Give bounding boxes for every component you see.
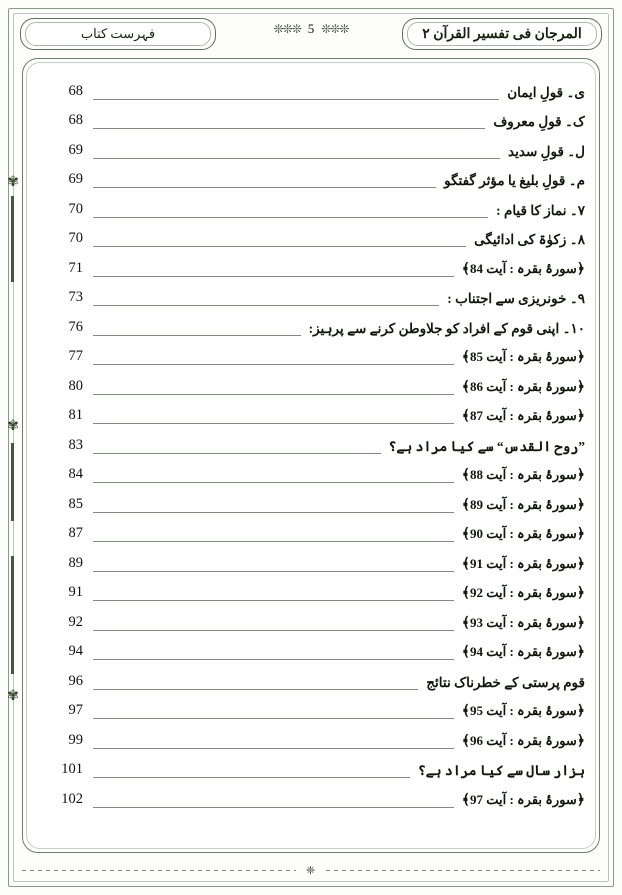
toc-leader-line — [93, 583, 454, 601]
toc-entry-title: ک۔ قولِ معروف — [493, 114, 585, 129]
brace-close-icon: ﴾ — [461, 261, 470, 277]
toc-page-number: 87 — [68, 525, 83, 541]
toc-page-number: 73 — [68, 289, 83, 305]
toc-leader-line — [93, 347, 454, 365]
brace-close-icon: ﴾ — [461, 497, 470, 513]
brace-open-icon: ﴿ — [576, 615, 585, 631]
toc-row[interactable] — [37, 427, 585, 457]
toc-page-number: 92 — [68, 613, 83, 630]
toc-page-number: 70 — [68, 200, 83, 217]
toc-leader-line — [93, 200, 488, 218]
toc-row[interactable] — [37, 73, 585, 103]
side-ornament-icon-1: ✾ — [7, 175, 19, 190]
toc-leader-line — [93, 465, 454, 483]
toc-row[interactable] — [37, 722, 585, 752]
toc-row[interactable] — [37, 368, 585, 398]
toc-row[interactable] — [37, 280, 585, 310]
toc-entry-title-text: سورۂ بقرہ : آیت 85 — [469, 349, 577, 364]
toc-entry-title — [462, 467, 585, 486]
side-rule-1 — [11, 196, 14, 282]
toc-entry-title-text: سورۂ بقرہ : آیت 91 — [469, 555, 577, 571]
footer-dotted-rule-right — [326, 870, 600, 871]
brace-close-icon: ﴾ — [461, 468, 470, 483]
toc-row[interactable] — [37, 309, 585, 339]
brace-close-icon: ﴾ — [461, 733, 470, 749]
brace-close-icon: ﴾ — [461, 527, 470, 542]
brace-open-icon: ﴿ — [576, 586, 585, 601]
book-title-box — [402, 18, 602, 50]
toc-row[interactable] — [37, 693, 585, 723]
brace-open-icon: ﴿ — [576, 261, 585, 277]
brace-open-icon: ﴿ — [576, 527, 585, 542]
brace-open-icon: ﴿ — [576, 497, 585, 513]
toc-page-number: 81 — [68, 407, 83, 423]
brace-close-icon: ﴾ — [461, 409, 470, 424]
toc-page-number: 94 — [68, 643, 83, 659]
toc-page-number: 76 — [68, 318, 83, 335]
toc-page-number: 102 — [61, 790, 83, 807]
toc-entry-title-text: سورۂ بقرہ : آیت 97 — [469, 791, 577, 807]
toc-row[interactable] — [37, 339, 585, 369]
flower-ornament-icon-right: ❊❊❊ — [321, 21, 349, 36]
toc-row[interactable] — [37, 486, 585, 516]
brace-open-icon: ﴿ — [576, 704, 585, 719]
toc-entry-title-text: سورۂ بقرہ : آیت 86 — [469, 378, 577, 394]
toc-row[interactable] — [37, 752, 585, 782]
toc-page-number: 99 — [68, 731, 83, 748]
toc-entry-title: ”روح القدس“ سے کیا مراد ہے؟ — [388, 438, 585, 454]
toc-entry-title-text: سورۂ بقرہ : آیت 87 — [469, 408, 577, 423]
toc-entry-title: ۱۰۔ اپنی قوم کے افراد کو جلاوطن کرنے سے پرہیز: — [308, 320, 585, 336]
page-number: 5 — [307, 21, 315, 36]
toc-leader-line — [93, 672, 418, 690]
toc-entry-title: ۸۔ زکوٰۃ کی ادائیگی — [474, 232, 585, 247]
toc-leader-line — [93, 259, 454, 277]
page-number-group — [274, 21, 349, 37]
toc-entry-title: ۷۔ نماز کا قیام : — [496, 202, 585, 218]
toc-entry-title-text: سورۂ بقرہ : آیت 93 — [469, 614, 577, 630]
toc-page-number: 101 — [61, 761, 83, 777]
page-header — [20, 18, 602, 54]
toc-entry-title — [462, 792, 585, 811]
toc-leader-line — [93, 82, 499, 100]
toc-page-number: 89 — [68, 554, 83, 571]
toc-leader-line — [93, 170, 436, 188]
toc-entry-title — [462, 261, 585, 280]
brace-close-icon: ﴾ — [461, 704, 470, 719]
toc-leader-line — [93, 524, 454, 542]
brace-close-icon: ﴾ — [461, 645, 470, 660]
toc-entry-title-text: سورۂ بقرہ : آیت 94 — [469, 644, 577, 659]
toc-entry-title — [462, 615, 585, 634]
toc-leader-line — [93, 318, 301, 336]
toc-entry-title: م۔ قولِ بلیغ یا مؤثر گفتگو — [444, 173, 585, 188]
toc-row[interactable] — [37, 191, 585, 221]
toc-entry-title: ۹۔ خونریزی سے اجتناب : — [447, 291, 585, 306]
toc-leader-line — [93, 701, 454, 719]
toc-row[interactable] — [37, 221, 585, 251]
section-label: فہرست کتاب — [80, 26, 156, 41]
toc-row[interactable] — [37, 250, 585, 280]
toc-entry-title: ی۔ قولِ ایمان — [507, 84, 585, 100]
toc-leader-line — [93, 642, 454, 660]
toc-entry-title-text: سورۂ بقرہ : آیت 90 — [469, 526, 577, 541]
toc-leader-line — [93, 377, 454, 395]
toc-entry-title-text: سورۂ بقرہ : آیت 95 — [469, 703, 577, 718]
toc-leader-line — [93, 790, 454, 808]
toc-page-number: 80 — [68, 377, 83, 394]
side-rule-3 — [11, 556, 14, 674]
section-label-box — [20, 18, 216, 50]
toc-entry-title-text: سورۂ بقرہ : آیت 88 — [469, 467, 577, 482]
table-of-contents — [37, 73, 585, 840]
toc-page-number: 97 — [68, 702, 83, 718]
toc-entry-title-text: سورۂ بقرہ : آیت 92 — [469, 585, 577, 600]
toc-entry-title: ل۔ قولِ سدید — [508, 143, 585, 159]
toc-entry-title — [462, 497, 585, 516]
toc-entry-title — [462, 733, 585, 752]
toc-page-number: 85 — [68, 495, 83, 512]
brace-close-icon: ﴾ — [461, 556, 470, 572]
toc-row[interactable] — [37, 575, 585, 605]
toc-page-number: 71 — [68, 259, 83, 276]
toc-page-number: 69 — [68, 141, 83, 158]
toc-page-number: 68 — [68, 112, 83, 128]
brace-open-icon: ﴿ — [576, 556, 585, 572]
brace-open-icon: ﴿ — [576, 792, 585, 808]
toc-entry-title — [462, 526, 585, 545]
toc-page-number: 84 — [68, 466, 83, 482]
brace-open-icon: ﴿ — [576, 350, 585, 365]
side-rule-2 — [11, 443, 14, 521]
side-ornament-icon-2: ✾ — [7, 419, 19, 434]
toc-row[interactable] — [37, 663, 585, 693]
brace-close-icon: ﴾ — [461, 586, 470, 601]
toc-row[interactable] — [37, 604, 585, 634]
toc-row[interactable] — [37, 132, 585, 162]
toc-row[interactable] — [37, 516, 585, 546]
toc-row[interactable] — [37, 457, 585, 487]
brace-close-icon: ﴾ — [461, 615, 470, 631]
brace-open-icon: ﴿ — [576, 379, 585, 395]
toc-row[interactable] — [37, 398, 585, 428]
toc-entry-title — [462, 349, 585, 368]
toc-page-number: 68 — [68, 82, 83, 99]
toc-leader-line — [93, 495, 454, 513]
brace-open-icon: ﴿ — [576, 645, 585, 660]
toc-entry-title: ہزار سال سے کیا مراد ہے؟ — [417, 763, 585, 778]
toc-entry-title-text: سورۂ بقرہ : آیت 89 — [469, 496, 577, 512]
toc-leader-line — [93, 288, 439, 306]
toc-leader-line — [93, 141, 500, 159]
toc-row[interactable] — [37, 781, 585, 811]
toc-leader-line — [93, 613, 454, 631]
toc-page-number: 83 — [68, 436, 83, 453]
toc-page-number: 77 — [68, 348, 83, 364]
toc-entry-title — [462, 585, 585, 604]
brace-open-icon: ﴿ — [576, 468, 585, 483]
toc-entry-title — [462, 379, 585, 398]
toc-page-number: 91 — [68, 584, 83, 600]
toc-entry-title — [462, 556, 585, 575]
toc-leader-line — [93, 731, 454, 749]
toc-leader-line — [93, 554, 454, 572]
brace-close-icon: ﴾ — [461, 379, 470, 395]
toc-row[interactable] — [37, 634, 585, 664]
toc-row[interactable] — [37, 545, 585, 575]
toc-entry-title — [462, 408, 585, 427]
brace-open-icon: ﴿ — [576, 409, 585, 424]
toc-row[interactable] — [37, 162, 585, 192]
toc-leader-line — [93, 406, 454, 424]
toc-page-number: 70 — [68, 230, 83, 246]
toc-leader-line — [93, 111, 485, 129]
side-ornament-icon-3: ✾ — [7, 689, 19, 704]
toc-entry-title — [462, 644, 585, 663]
footer-ornament — [22, 859, 600, 881]
brace-open-icon: ﴿ — [576, 733, 585, 749]
toc-entry-title-text: سورۂ بقرہ : آیت 96 — [469, 732, 577, 748]
toc-leader-line — [93, 760, 410, 778]
toc-leader-line — [93, 436, 381, 454]
toc-entry-title — [462, 703, 585, 722]
toc-page-number: 96 — [68, 672, 83, 689]
toc-entry-title: قوم پرستی کے خطرناک نتائج — [426, 674, 585, 690]
toc-entry-title-text: سورۂ بقرہ : آیت 84 — [469, 260, 577, 276]
footer-dotted-rule-left — [22, 870, 296, 871]
content-panel — [22, 58, 600, 853]
brace-close-icon: ﴾ — [461, 350, 470, 365]
toc-leader-line — [93, 229, 466, 247]
footer-ornament-icon: ❈ — [305, 864, 317, 877]
brace-close-icon: ﴾ — [461, 792, 470, 808]
flower-ornament-icon-left: ❊❊❊ — [273, 21, 301, 36]
toc-page-number: 69 — [68, 171, 83, 187]
toc-row[interactable] — [37, 103, 585, 133]
book-title: المرجان فی تفسیر القرآن ۲ — [422, 26, 582, 42]
